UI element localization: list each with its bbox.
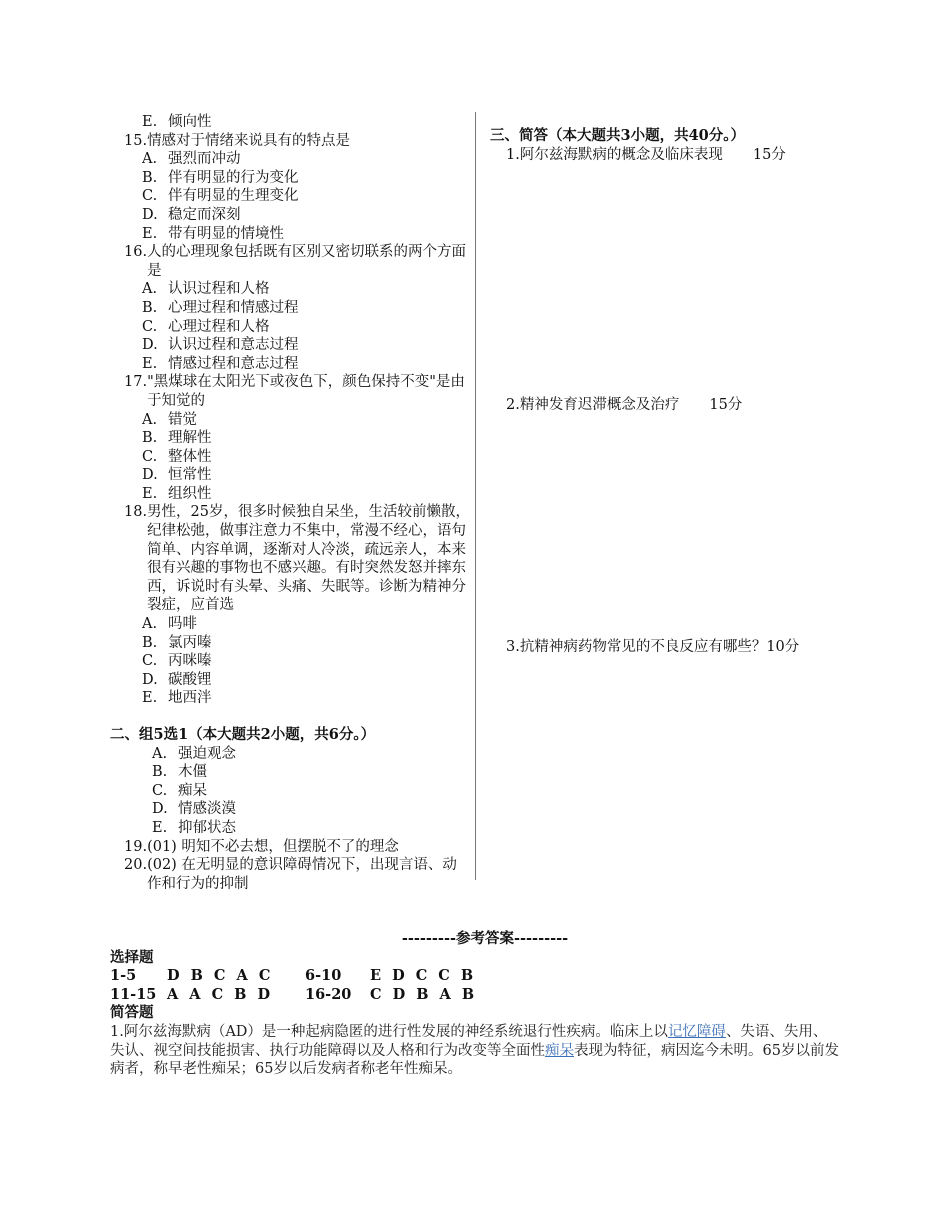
short-answer-2: 2.精神发育迟滞概念及治疗 15分 [506,397,743,414]
short-answer-label: 简答题 [110,1004,154,1022]
q16-option-b: B. 心理过程和情感过程 [142,299,299,316]
q17-option-a: A. 错觉 [142,411,197,428]
q18-option-d: D. 碳酸锂 [142,671,212,688]
q18-option-e: E. 地西泮 [142,690,212,707]
answer-row-1: 1-5 D B C A C 6-10 E D C C B [110,967,477,985]
spacer [110,708,470,726]
memory-disorder-link[interactable]: 记忆障碍 [667,1023,726,1040]
q15-option-d: D. 稳定而深刻 [142,206,241,223]
q15-option-c: C. 伴有明显的生理变化 [142,188,299,205]
answer-row-2: 11-15 A A C B D 16-20 C D B A B [110,985,478,1003]
q16-option-c: C. 心理过程和人格 [142,318,270,335]
short-answer-3: 3.抗精神病药物常见的不良反应有哪些？10分 [506,638,800,655]
q15-option-e: E. 带有明显的情境性 [142,225,284,242]
short-answer-1: 1.阿尔兹海默病的概念及临床表现 15分 [506,146,786,163]
question-19: 19. (01) 明知不必去想，但摆脱不了的理念 [124,838,399,855]
question-16: 16. 人的心理现象包括既有区别又密切联系的两个方面是 [124,244,467,279]
q16-option-e: E. 情感过程和意志过程 [142,355,299,372]
q17-option-b: B. 理解性 [142,430,212,447]
question-15: 15. 情感对于情绪来说具有的特点是 [124,132,351,149]
q15-option-b: B. 伴有明显的行为变化 [142,169,299,186]
question-20: 20. (02) 在无明显的意识障碍情况下，出现言语、动作和行为的抑制 [124,857,457,892]
answer-paragraph: 1.阿尔兹海默病（AD）是一种起病隐匿的进行性发展的神经系统退行性疾病。临床上以记忆障碍、失语、失用、失认、视空间技能损害、执行功能障碍以及人格和行为改变等全面性痴呆表现为特征，病因迄今未明。65岁以前发病者，称早老性痴呆；65岁以后发病者称老年性痴呆。 [110,1023,839,1078]
choice-label: 选择题 [110,948,154,966]
q18-option-b: B. 氯丙嗪 [142,634,212,651]
answer-key [110,930,840,1079]
section-2-title: 二、组5选1（本大题共2小题，共6分。） [110,726,376,743]
q17-option-e: E. 组织性 [142,485,212,502]
q14-option-e: E. 倾向性 [142,114,212,130]
q18-option-a: A. 吗啡 [142,616,197,633]
right-column [490,127,850,656]
answer-key-title: ---------参考答案--------- [401,930,569,947]
left-column [110,113,470,893]
dementia-link[interactable]: 痴呆 [545,1042,574,1059]
q17-option-c: C. 整体性 [142,448,212,465]
section2-option-a: A. 强迫观念 [152,745,236,762]
q17-option-d: D. 恒常性 [142,467,212,484]
answer-space-2 [490,415,850,638]
section2-option-b: B. 木僵 [152,764,207,781]
q15-option-a: A. 强烈而冲动 [142,151,241,168]
q18-option-c: C. 丙咪嗪 [142,653,212,670]
answer-space-1 [490,164,850,396]
column-divider [475,112,476,880]
section2-option-e: E. 抑郁状态 [152,819,236,836]
question-17: 17. "黑煤球在太阳光下或夜色下，颜色保持不变"是由于知觉的 [124,374,465,409]
q16-option-a: A. 认识过程和人格 [142,281,270,298]
question-18: 18. 男性，25岁，很多时候独自呆坐，生活较前懒散，纪律松弛，做事注意力不集中，常漫不经心，语句简单、内容单调，逐渐对人冷淡，疏远亲人，本来很有兴趣的事物也不感兴趣。有时突然发怒并摔东西，诉说时有头晕、头痛、失眠等。诊断为精神分裂症，应首选 [124,504,471,614]
q16-option-d: D. 认识过程和意志过程 [142,337,299,354]
section2-option-c: C. 痴呆 [152,782,207,799]
section2-option-d: D. 情感淡漠 [152,801,236,818]
section-3-title: 三、简答（本大题共3小题，共40分。） [490,127,746,144]
